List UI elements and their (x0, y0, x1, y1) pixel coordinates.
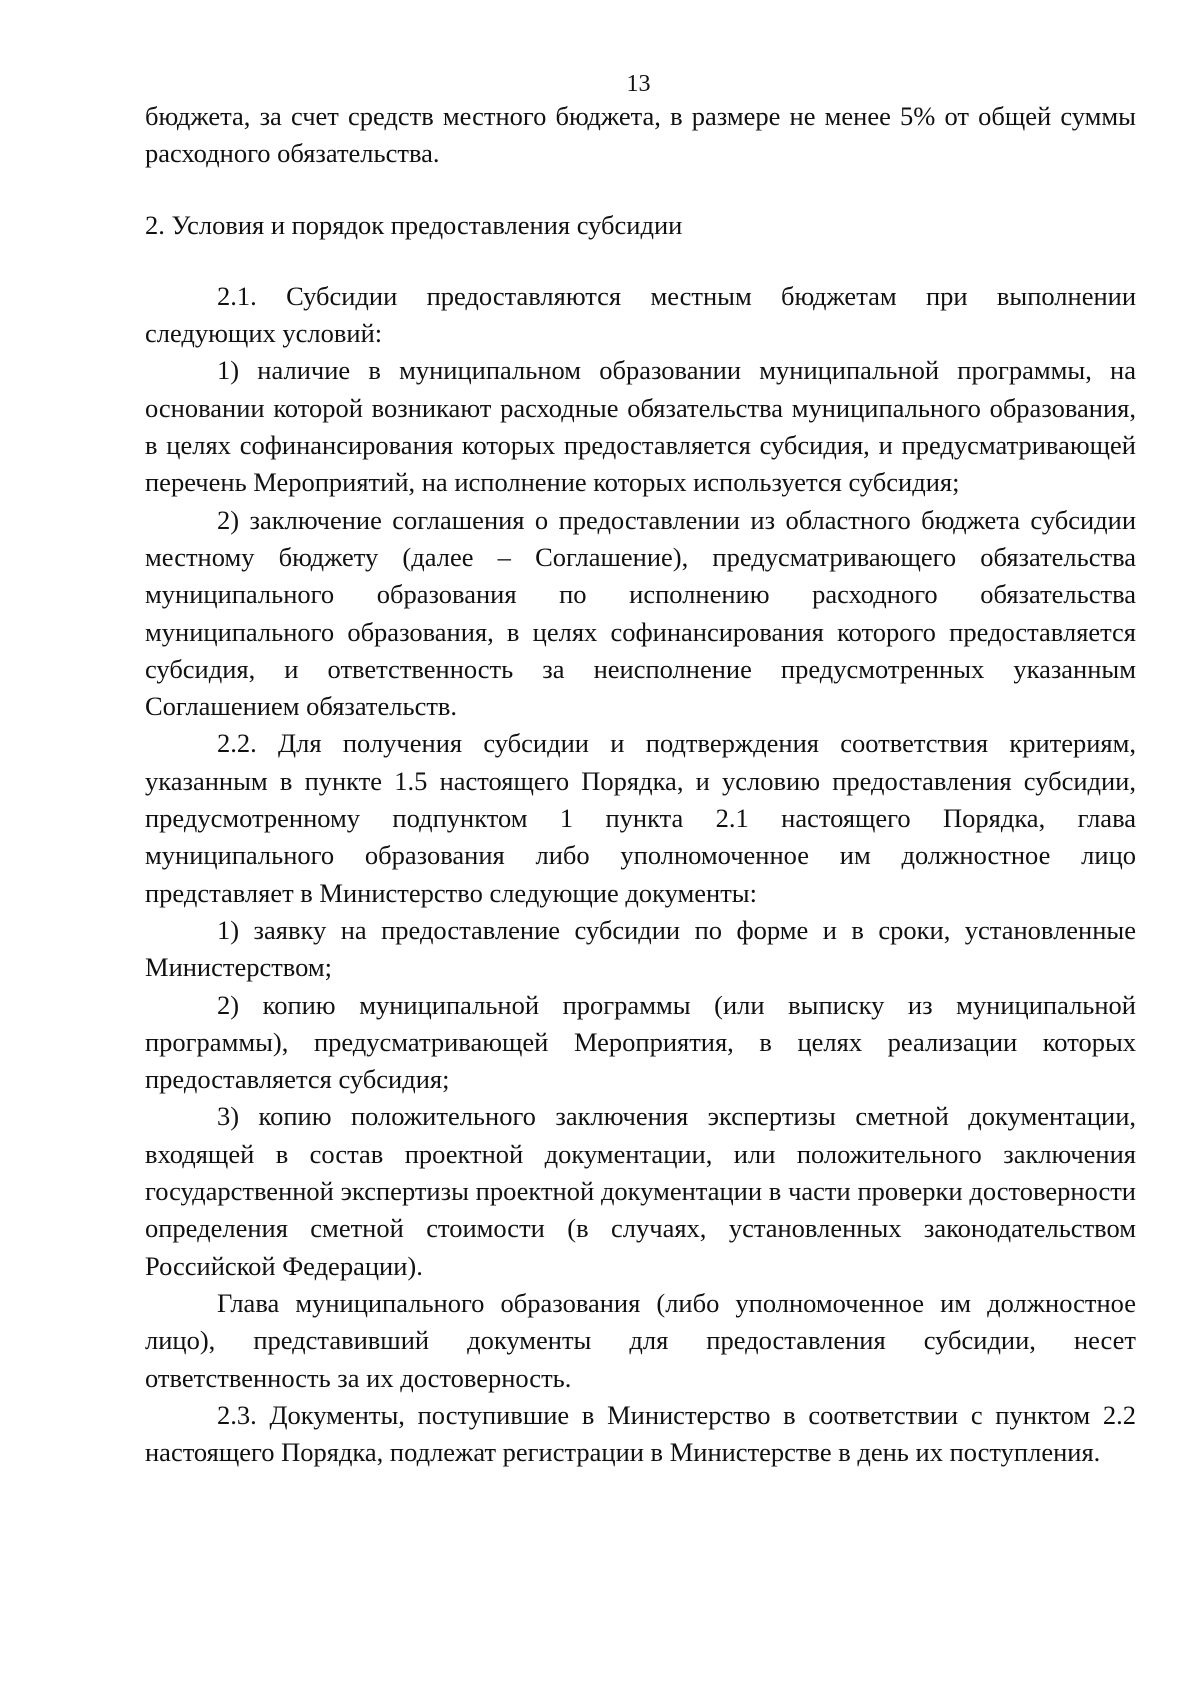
continuation-paragraph: бюджета, за счет средств местного бюджета, в размере не менее 5% от общей суммы расходного обязательства. (145, 101, 1136, 169)
paragraph-2-3: 2.3. Документы, поступившие в Министерство в соответствии с пунктом 2.2 настоящего Порядка, подлежат регистрации в Министерстве в день их поступления. (145, 1399, 1136, 1468)
document-body (145, 98, 1136, 1471)
paragraph-2-2: 2.2. Для получения субсидии и подтверждения соответствия критериям, указанным в пункте 1.5 настоящего Порядка, и условию предоставления субсидии, предусмотренному подпунктом 1 пункта 2.1 настоящего Порядка, глава муниципального образования либо уполномоченное им должностное лицо представляет в Министерство следующие документы: (145, 728, 1136, 908)
paragraph-document-1: 1) заявку на предоставление субсидии по форме и в сроки, установленные Министерством; (145, 914, 1136, 983)
paragraph-document-3: 3) копию положительного заключения экспертизы сметной документации, входящей в состав проектной документации, или положительного заключения государственной экспертизы проектной документации в части проверки достоверности определения сметной стоимости (в случаях, установленных законодательством Российской Федерации). (145, 1101, 1136, 1281)
page-number: 13 (626, 71, 651, 97)
paragraph-condition-1: 1) наличие в муниципальном образовании муниципальной программы, на основании которой возникают расходные обязательства муниципального образования, в целях софинансирования которых предоставляется субсидия, и предусматривающей перечень Мероприятий, на исполнение которых используется субсидия; (145, 355, 1136, 498)
paragraph-responsibility: Глава муниципального образования (либо уполномоченное им должностное лицо), представивший документы для предоставления субсидии, несет ответственность за их достоверность. (145, 1287, 1136, 1393)
section-heading: 2. Условия и порядок предоставления субсидии (145, 209, 683, 240)
paragraph-document-2: 2) копию муниципальной программы (или выписку из муниципальной программы), предусматривающей Мероприятия, в целях реализации которых предоставляется субсидия; (145, 989, 1136, 1095)
paragraph-2-1: 2.1. Субсидии предоставляются местным бюджетам при выполнении следующих условий: (145, 280, 1136, 349)
paragraph-condition-2: 2) заключение соглашения о предоставлении из областного бюджета субсидии местному бюджету (далее – Соглашение), предусматривающего обязательства муниципального образования по исполнению расходного обязательства муниципального образования, в целях софинансирования которого предоставляется субсидия, и ответственность за неисполнение предусмотренных указанным Соглашением обязательств. (145, 504, 1136, 722)
